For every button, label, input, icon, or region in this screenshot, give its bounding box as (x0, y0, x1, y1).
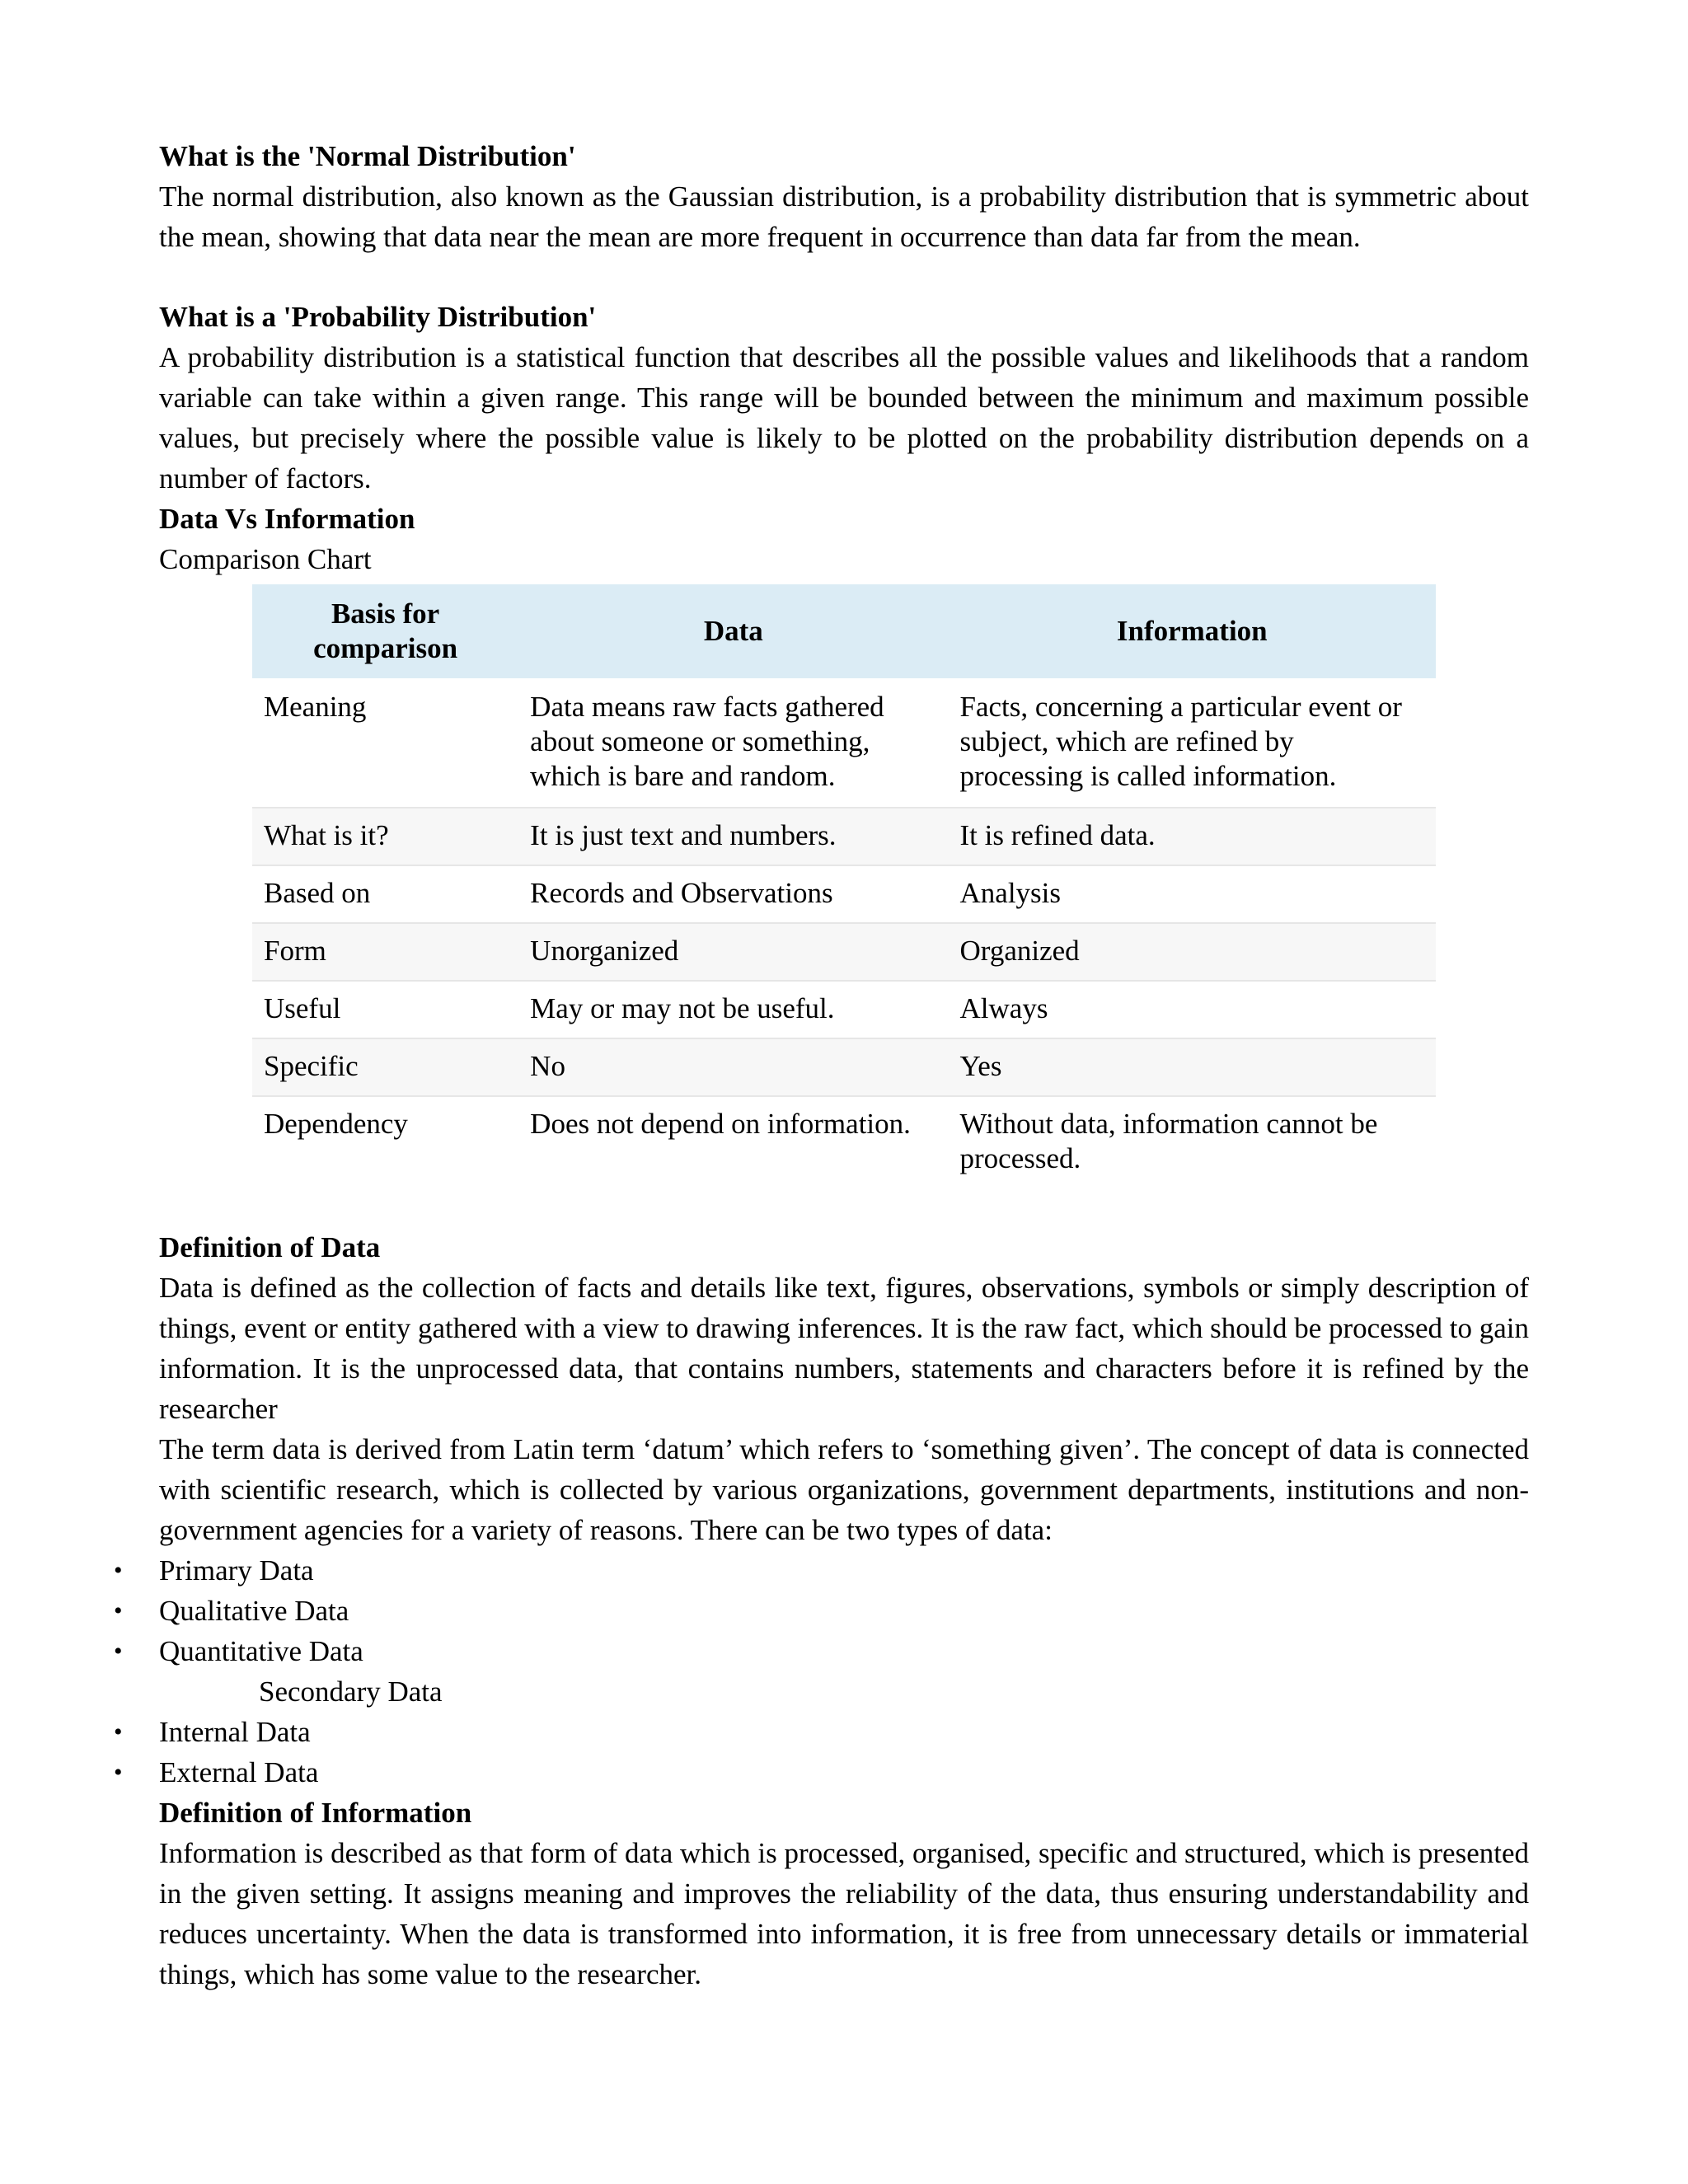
bullet-icon: • (114, 1557, 123, 1584)
definition-of-data-para-1: Data is defined as the collection of facts and details like text, figures, observations, symbols or simply description of things, event or entity gathered with a view to drawing inferences. It is the raw fact, which should be processed to gain information. It is the unprocessed data, that contains numbers, statements and characters before it is refined by the researcher (159, 1272, 1530, 1425)
list-item (114, 1550, 1529, 1591)
normal-distribution-body: The normal distribution, also known as the Gaussian distribution, is a probability distribution that is symmetric about the mean, showing that data near the mean are more frequent in occurrence than data far from the mean. (159, 180, 1529, 253)
table-row (252, 678, 1436, 808)
data-types-list (114, 1550, 1529, 1671)
table-cell: No (518, 1038, 948, 1096)
definition-of-information-body: Information is described as that form of data which is processed, organised, specific and structured, which is presented in the given setting. It assigns meaning and improves the reliability of the data, thus ensuring understandability and reduces uncertainty. When the data is transformed into information, it is free from unnecessary details or immaterial things, which has some value to the researcher. (159, 1837, 1529, 1990)
list-item (114, 1591, 1529, 1631)
bullet-icon: • (114, 1759, 123, 1786)
data-vs-information-heading: Data Vs Information (159, 503, 415, 535)
table-header-cell: Basis for comparison (252, 584, 518, 678)
table-cell: Organized (949, 923, 1436, 981)
table-cell: Facts, concerning a particular event or subject, which are refined by processing is called information. (949, 678, 1436, 808)
bullet-icon: • (114, 1638, 123, 1665)
probability-distribution-heading: What is a 'Probability Distribution' (159, 301, 597, 333)
table-cell: Always (949, 981, 1436, 1038)
table-row (252, 923, 1436, 981)
list-item-label: Qualitative Data (159, 1595, 349, 1627)
table-cell: Useful (252, 981, 518, 1038)
table-header-cell: Information (949, 584, 1436, 678)
table-cell: It is refined data. (949, 808, 1436, 865)
table-cell: Meaning (252, 678, 518, 808)
table-cell: Does not depend on information. (530, 1108, 911, 1140)
comparison-table (252, 584, 1436, 1188)
bullet-icon: • (114, 1718, 123, 1746)
table-cell: Without data, information cannot be processed. (959, 1108, 1378, 1174)
table-row (252, 981, 1436, 1038)
bullet-icon: • (114, 1597, 123, 1624)
definition-of-data-para-2: The term data is derived from Latin term ‘datum’ which refers to ‘something given’. The concept of data is connected with scientific research, which is collected by various organizations, government departments, institutions and non-government agencies for a variety of reasons. There can be two types of data: (159, 1433, 1529, 1546)
list-item (114, 1631, 1529, 1671)
probability-distribution-body: A probability distribution is a statistical function that describes all the possible values and likelihoods that a random variable can take within a given range. This range will be bounded between the minimum and maximum possible values, but precisely where the possible value is likely to be plotted on the probability distribution depends on a number of factors. (159, 341, 1529, 494)
table-row (252, 1038, 1436, 1096)
table-cell: It is just text and numbers. (518, 808, 948, 865)
table-cell: Dependency (264, 1108, 408, 1140)
table-cell: Specific (252, 1038, 518, 1096)
table-row (252, 865, 1436, 923)
list-item-label: Primary Data (159, 1554, 314, 1586)
table-row (252, 1096, 1436, 1188)
definition-of-information-heading: Definition of Information (159, 1797, 472, 1829)
list-item-label: Quantitative Data (159, 1635, 363, 1667)
table-cell: Analysis (949, 865, 1436, 923)
definition-of-data-heading: Definition of Data (159, 1231, 381, 1263)
list-item (114, 1752, 1529, 1793)
table-cell: What is it? (252, 808, 518, 865)
list-item (114, 1712, 1529, 1752)
table-row (252, 808, 1436, 865)
table-cell: Data means raw facts gathered about someone or something, which is bare and random. (518, 678, 948, 808)
table-cell: Unorganized (518, 923, 948, 981)
table-header-cell: Data (518, 584, 948, 678)
table-cell: Based on (252, 865, 518, 923)
secondary-types-list (114, 1712, 1529, 1793)
secondary-data-label: Secondary Data (259, 1675, 443, 1708)
list-item-label: External Data (159, 1756, 319, 1788)
comparison-chart-subtitle: Comparison Chart (159, 543, 372, 575)
spacer (159, 257, 1529, 297)
document-page (114, 136, 1530, 1994)
table-cell: Form (252, 923, 518, 981)
list-item-label: Internal Data (159, 1716, 311, 1748)
table-cell: Records and Observations (518, 865, 948, 923)
spacer (159, 1188, 1529, 1227)
table-cell: Yes (949, 1038, 1436, 1096)
normal-distribution-heading: What is the 'Normal Distribution' (159, 140, 576, 172)
table-header-row (252, 584, 1436, 678)
table-cell: May or may not be useful. (518, 981, 948, 1038)
